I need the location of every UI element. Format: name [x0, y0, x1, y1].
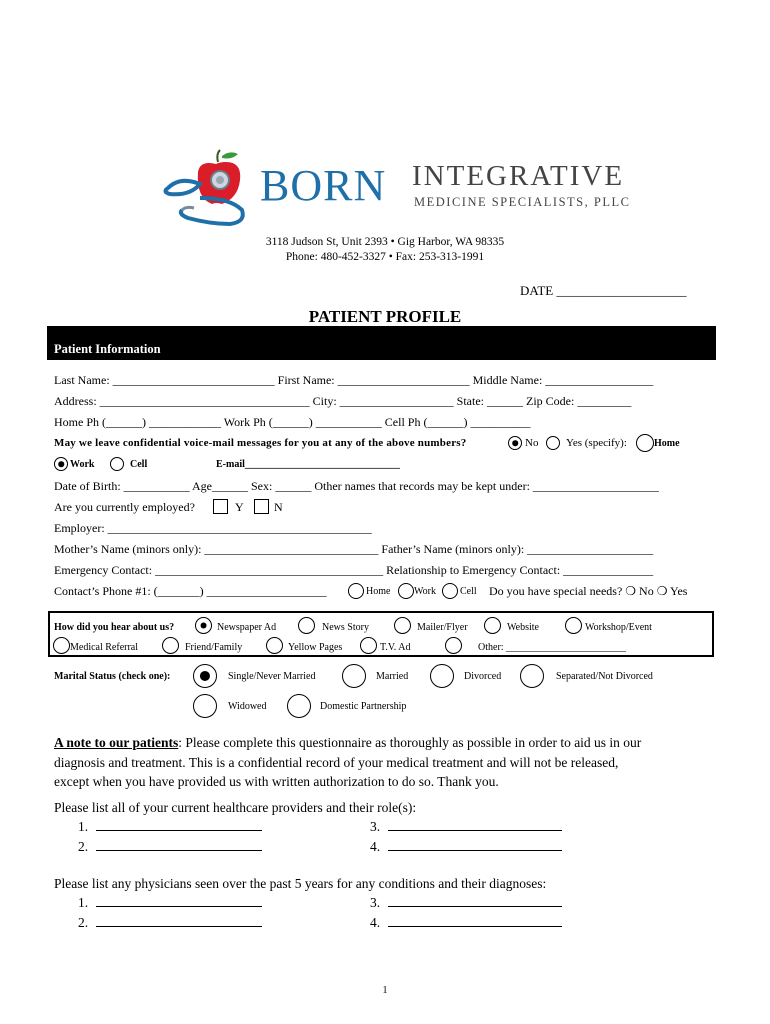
item-number: 1. — [78, 895, 89, 910]
providers-item-1[interactable] — [78, 819, 262, 835]
item-number: 2. — [78, 839, 89, 854]
voicemail-work-label: Work — [70, 459, 95, 470]
answer-line[interactable] — [96, 895, 262, 907]
how-hear-workshop-label: Workshop/Event — [585, 622, 652, 633]
marital-widowed-label: Widowed — [228, 701, 267, 712]
page-number: 1 — [382, 985, 388, 996]
item-number: 4. — [370, 915, 381, 930]
answer-line[interactable] — [96, 819, 262, 831]
how-hear-tv-label: T.V. Ad — [380, 642, 411, 653]
name-fields[interactable]: Last Name: ___________________________ First Name: ______________________ Middle Name: __________________ — [54, 373, 654, 387]
employed-yes-checkbox[interactable] — [213, 499, 228, 514]
how-hear-website-radio[interactable] — [484, 617, 501, 634]
employed-yes-label: Y — [235, 500, 244, 514]
physicians-item-3[interactable] — [370, 895, 562, 911]
marital-divorced-label: Divorced — [464, 671, 502, 682]
voicemail-yes-radio[interactable] — [546, 436, 560, 450]
answer-line[interactable] — [388, 819, 562, 831]
providers-prompt: Please list all of your current healthcare providers and their role(s): — [54, 800, 417, 815]
parents-fields[interactable]: Mother’s Name (minors only): _____________________________ Father’s Name (minors only): _____________________ — [54, 542, 654, 556]
item-number: 2. — [78, 915, 89, 930]
page-title: PATIENT PROFILE — [308, 307, 462, 326]
special-needs-question[interactable]: Do you have special needs? ❍ No ❍ Yes — [489, 584, 688, 598]
how-hear-tv-radio[interactable] — [360, 637, 377, 654]
providers-item-4[interactable] — [370, 839, 562, 855]
how-hear-mailer-label: Mailer/Flyer — [417, 622, 468, 633]
marital-domestic-label: Domestic Partnership — [320, 701, 407, 712]
voicemail-home-label: Home — [654, 438, 680, 449]
how-hear-workshop-radio[interactable] — [565, 617, 582, 634]
how-hear-website-label: Website — [507, 622, 539, 633]
voicemail-work-radio[interactable] — [54, 457, 68, 471]
how-hear-other-radio[interactable] — [445, 637, 462, 654]
address-line: 3118 Judson St, Unit 2393 • Gig Harbor, WA 98335 — [265, 236, 505, 248]
contact-cell-radio[interactable] — [442, 583, 458, 599]
logo — [160, 148, 631, 238]
apple-stethoscope-icon — [160, 148, 260, 238]
answer-line[interactable] — [388, 895, 562, 907]
logo-subtitle-text: MEDICINE SPECIALISTS, PLLC — [414, 195, 631, 209]
marital-married-radio[interactable] — [342, 664, 366, 688]
voicemail-no-label: No — [525, 437, 539, 449]
section-header: Patient Information — [54, 342, 161, 356]
employed-question: Are you currently employed? — [54, 500, 195, 514]
answer-line[interactable] — [96, 839, 262, 851]
contact-home-radio[interactable] — [348, 583, 364, 599]
how-hear-other-field[interactable]: Other: ________________________ — [478, 642, 627, 653]
date-field[interactable]: DATE ____________________ — [520, 283, 687, 298]
contact-work-radio[interactable] — [398, 583, 414, 599]
note-line3: except when you have provided us with written authorization to do so. Thank you. — [54, 774, 499, 789]
how-hear-label: How did you hear about us? — [54, 622, 175, 633]
providers-item-3[interactable] — [370, 819, 562, 835]
physicians-item-4[interactable] — [370, 915, 562, 931]
phone-line: Phone: 480-452-3327 • Fax: 253-313-1991 — [285, 251, 485, 263]
marital-label: Marital Status (check one): — [54, 671, 171, 682]
item-number: 4. — [370, 839, 381, 854]
how-hear-mailer-radio[interactable] — [394, 617, 411, 634]
voicemail-home-radio[interactable] — [636, 434, 654, 452]
how-hear-yellow-pages-label: Yellow Pages — [288, 642, 343, 653]
marital-separated-label: Separated/Not Divorced — [556, 671, 653, 682]
providers-item-2[interactable] — [78, 839, 262, 855]
contact-cell-label: Cell — [460, 586, 477, 597]
employed-no-checkbox[interactable] — [254, 499, 269, 514]
marital-single-label: Single/Never Married — [228, 671, 316, 682]
contact-home-label: Home — [366, 586, 391, 597]
phone-fields[interactable]: Home Ph (______) ____________ Work Ph (______) ___________ Cell Ph (______) __________ — [54, 415, 531, 429]
item-number: 3. — [370, 819, 381, 834]
answer-line[interactable] — [388, 915, 562, 927]
how-hear-medical-referral-label: Medical Referral — [70, 642, 139, 653]
physicians-item-2[interactable] — [78, 915, 262, 931]
voicemail-no-radio[interactable] — [508, 436, 522, 450]
how-hear-news-story-radio[interactable] — [298, 617, 315, 634]
marital-single-radio[interactable] — [193, 664, 217, 688]
answer-line[interactable] — [96, 915, 262, 927]
voicemail-question: May we leave confidential voice-mail messages for you at any of the above numbers? — [54, 437, 467, 449]
physicians-item-1[interactable] — [78, 895, 262, 911]
marital-domestic-radio[interactable] — [287, 694, 311, 718]
marital-married-label: Married — [376, 671, 409, 682]
how-hear-friend-label: Friend/Family — [185, 642, 243, 653]
marital-widowed-radio[interactable] — [193, 694, 217, 718]
voicemail-yes-label: Yes (specify): — [566, 437, 627, 449]
item-number: 1. — [78, 819, 89, 834]
note-line2: diagnosis and treatment. This is a confidential record of your medical treatment and will not be released, — [54, 754, 619, 770]
how-hear-news-story-label: News Story — [322, 622, 369, 633]
note-line1: : Please complete this questionnaire as thoroughly as possible in order to aid us in our — [178, 735, 642, 750]
employed-no-label: N — [274, 500, 283, 514]
contact-phone-field[interactable]: Contact’s Phone #1: (_______) ____________________ — [54, 584, 327, 598]
address-fields[interactable]: Address: ___________________________________ City: ___________________ State: ______ Zip Code: _________ — [54, 394, 632, 408]
answer-line[interactable] — [388, 839, 562, 851]
physicians-prompt: Please list any physicians seen over the past 5 years for any conditions and their diagnoses: — [54, 876, 547, 891]
logo-brand-text: BORN — [260, 161, 387, 210]
emergency-fields[interactable]: Emergency Contact: ______________________________________ Relationship to Emergency Contact: _______________ — [54, 563, 654, 577]
marital-separated-radio[interactable] — [520, 664, 544, 688]
logo-integrative-text: INTEGRATIVE — [412, 160, 625, 192]
how-hear-medical-referral-radio[interactable] — [53, 637, 70, 654]
voicemail-cell-label: Cell — [130, 459, 148, 470]
how-hear-newspaper-radio[interactable] — [195, 617, 212, 634]
email-field[interactable]: E-mail_______________________________ — [216, 459, 400, 470]
how-hear-friend-radio[interactable] — [162, 637, 179, 654]
how-hear-newspaper-label: Newspaper Ad — [217, 622, 277, 633]
note-heading: A note to our patients — [54, 735, 179, 750]
employer-field[interactable]: Employer: ____________________________________________ — [54, 521, 372, 535]
dob-fields[interactable]: Date of Birth: ___________ Age______ Sex: ______ Other names that records may be kept under: _____________________ — [54, 479, 659, 493]
note-paragraph — [54, 733, 641, 792]
how-hear-yellow-pages-radio[interactable] — [266, 637, 283, 654]
contact-work-label: Work — [414, 586, 436, 597]
voicemail-cell-radio[interactable] — [110, 457, 124, 471]
item-number: 3. — [370, 895, 381, 910]
marital-divorced-radio[interactable] — [430, 664, 454, 688]
